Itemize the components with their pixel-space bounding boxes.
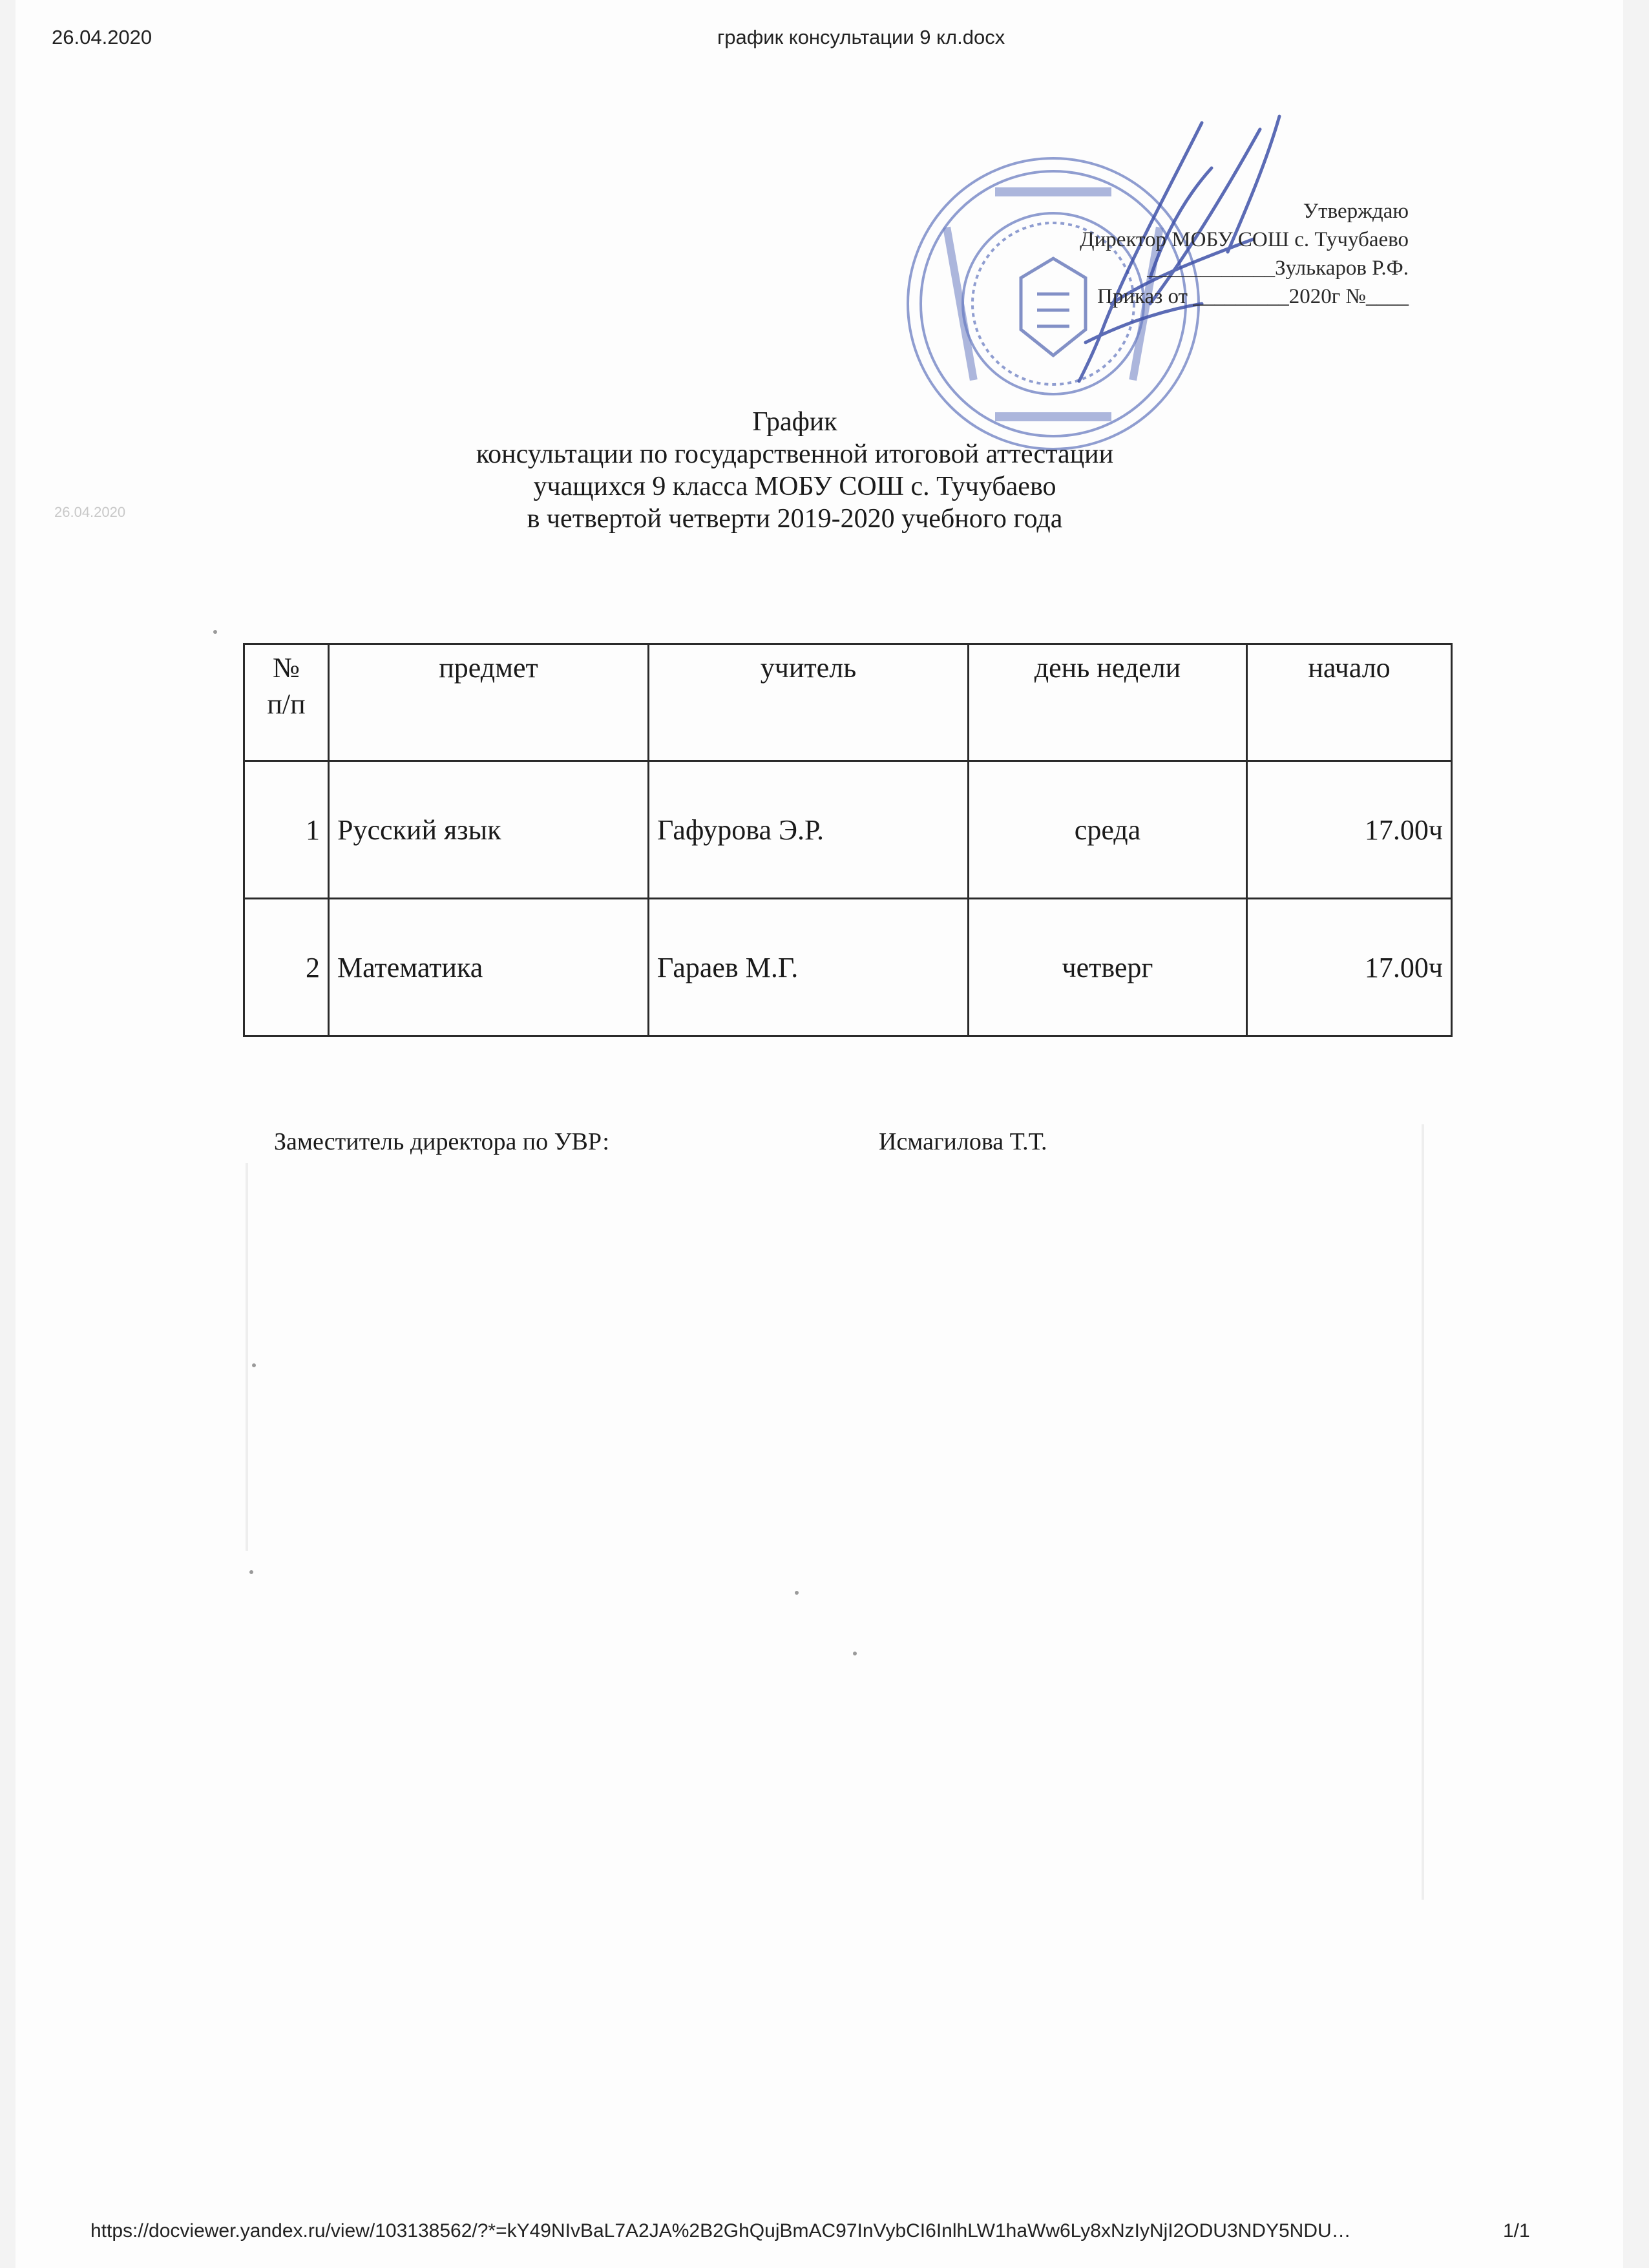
row-subject: Русский язык bbox=[337, 814, 501, 846]
row-start: 17.00ч bbox=[1364, 814, 1443, 846]
faint-date-mark: 26.04.2020 bbox=[54, 504, 126, 520]
table-header-row bbox=[244, 644, 1452, 761]
row-teacher: Гафурова Э.Р. bbox=[657, 814, 824, 846]
schedule-table bbox=[243, 643, 1453, 1037]
title-line-3: учащихся 9 класса МОБУ СОШ с. Тучубаево bbox=[533, 472, 1056, 501]
scan-edge-right bbox=[1623, 0, 1649, 2268]
table-row bbox=[244, 761, 1452, 899]
row-day-cell bbox=[969, 761, 1247, 899]
scan-artifact-dot bbox=[853, 1652, 857, 1655]
signoff-role: Заместитель директора по УВР: bbox=[274, 1128, 609, 1155]
scan-artifact-dot bbox=[213, 630, 217, 634]
approval-line-order: Приказ от _________2020г №____ bbox=[1097, 285, 1409, 308]
table-row bbox=[244, 899, 1452, 1036]
print-footer bbox=[90, 2220, 1551, 2252]
header-teacher: учитель bbox=[649, 644, 969, 761]
approval-line-director: Директор МОБУ СОШ с. Тучубаево bbox=[1080, 228, 1409, 251]
header-day: день недели bbox=[969, 644, 1247, 761]
header-start: начало bbox=[1247, 644, 1452, 761]
document-title bbox=[323, 406, 1266, 535]
title-line-2: консультации по государственной итоговой аттестации bbox=[476, 439, 1114, 469]
row-start-cell bbox=[1247, 761, 1452, 899]
header-number-abbr: п/п bbox=[267, 688, 306, 720]
row-day: среда bbox=[1074, 814, 1141, 846]
print-header bbox=[52, 26, 1551, 58]
scan-artifact-line bbox=[1422, 1124, 1424, 1900]
row-start-cell bbox=[1247, 899, 1452, 1036]
row-teacher-cell bbox=[649, 899, 969, 1036]
header-number-symbol: № bbox=[273, 652, 300, 684]
row-number-cell bbox=[244, 761, 329, 899]
scan-artifact-dot bbox=[795, 1591, 799, 1595]
scan-edge-left bbox=[0, 0, 16, 2268]
row-number-cell bbox=[244, 899, 329, 1036]
row-number: 2 bbox=[306, 951, 320, 983]
print-date: 26.04.2020 bbox=[52, 26, 152, 48]
scan-artifact-dot bbox=[252, 1363, 256, 1367]
print-doc-title: график консультации 9 кл.docx bbox=[717, 26, 1005, 48]
row-start: 17.00ч bbox=[1364, 951, 1443, 983]
row-teacher: Гараев М.Г. bbox=[657, 951, 799, 983]
header-number bbox=[244, 644, 329, 761]
row-subject: Математика bbox=[337, 951, 483, 983]
scan-artifact-line bbox=[246, 1163, 248, 1551]
row-subject-cell bbox=[329, 899, 649, 1036]
print-url: https://docviewer.yandex.ru/view/103138562/?*=kY49NIvBaL7A2JA%2B2GhQujBmAC97InVybCI6InlhLW1haWw6Ly8xNzIyNjI2ODU3NDY5NDU… bbox=[90, 2220, 1351, 2242]
approval-line-signature: ____________Зулькаров Р.Ф. bbox=[1147, 257, 1409, 280]
row-number: 1 bbox=[306, 814, 320, 846]
signoff-name: Исмагилова Т.Т. bbox=[879, 1128, 1047, 1155]
header-subject: предмет bbox=[329, 644, 649, 761]
approval-block bbox=[943, 197, 1409, 311]
row-teacher-cell bbox=[649, 761, 969, 899]
scan-artifact-dot bbox=[249, 1570, 253, 1574]
print-page-counter: 1/1 bbox=[1503, 2220, 1530, 2242]
row-day: четверг bbox=[1062, 951, 1153, 983]
row-day-cell bbox=[969, 899, 1247, 1036]
row-subject-cell bbox=[329, 761, 649, 899]
approval-line-approve: Утверждаю bbox=[1303, 200, 1409, 223]
title-line-4: в четвертой четверти 2019-2020 учебного года bbox=[527, 504, 1063, 534]
title-line-1: График bbox=[752, 407, 837, 437]
